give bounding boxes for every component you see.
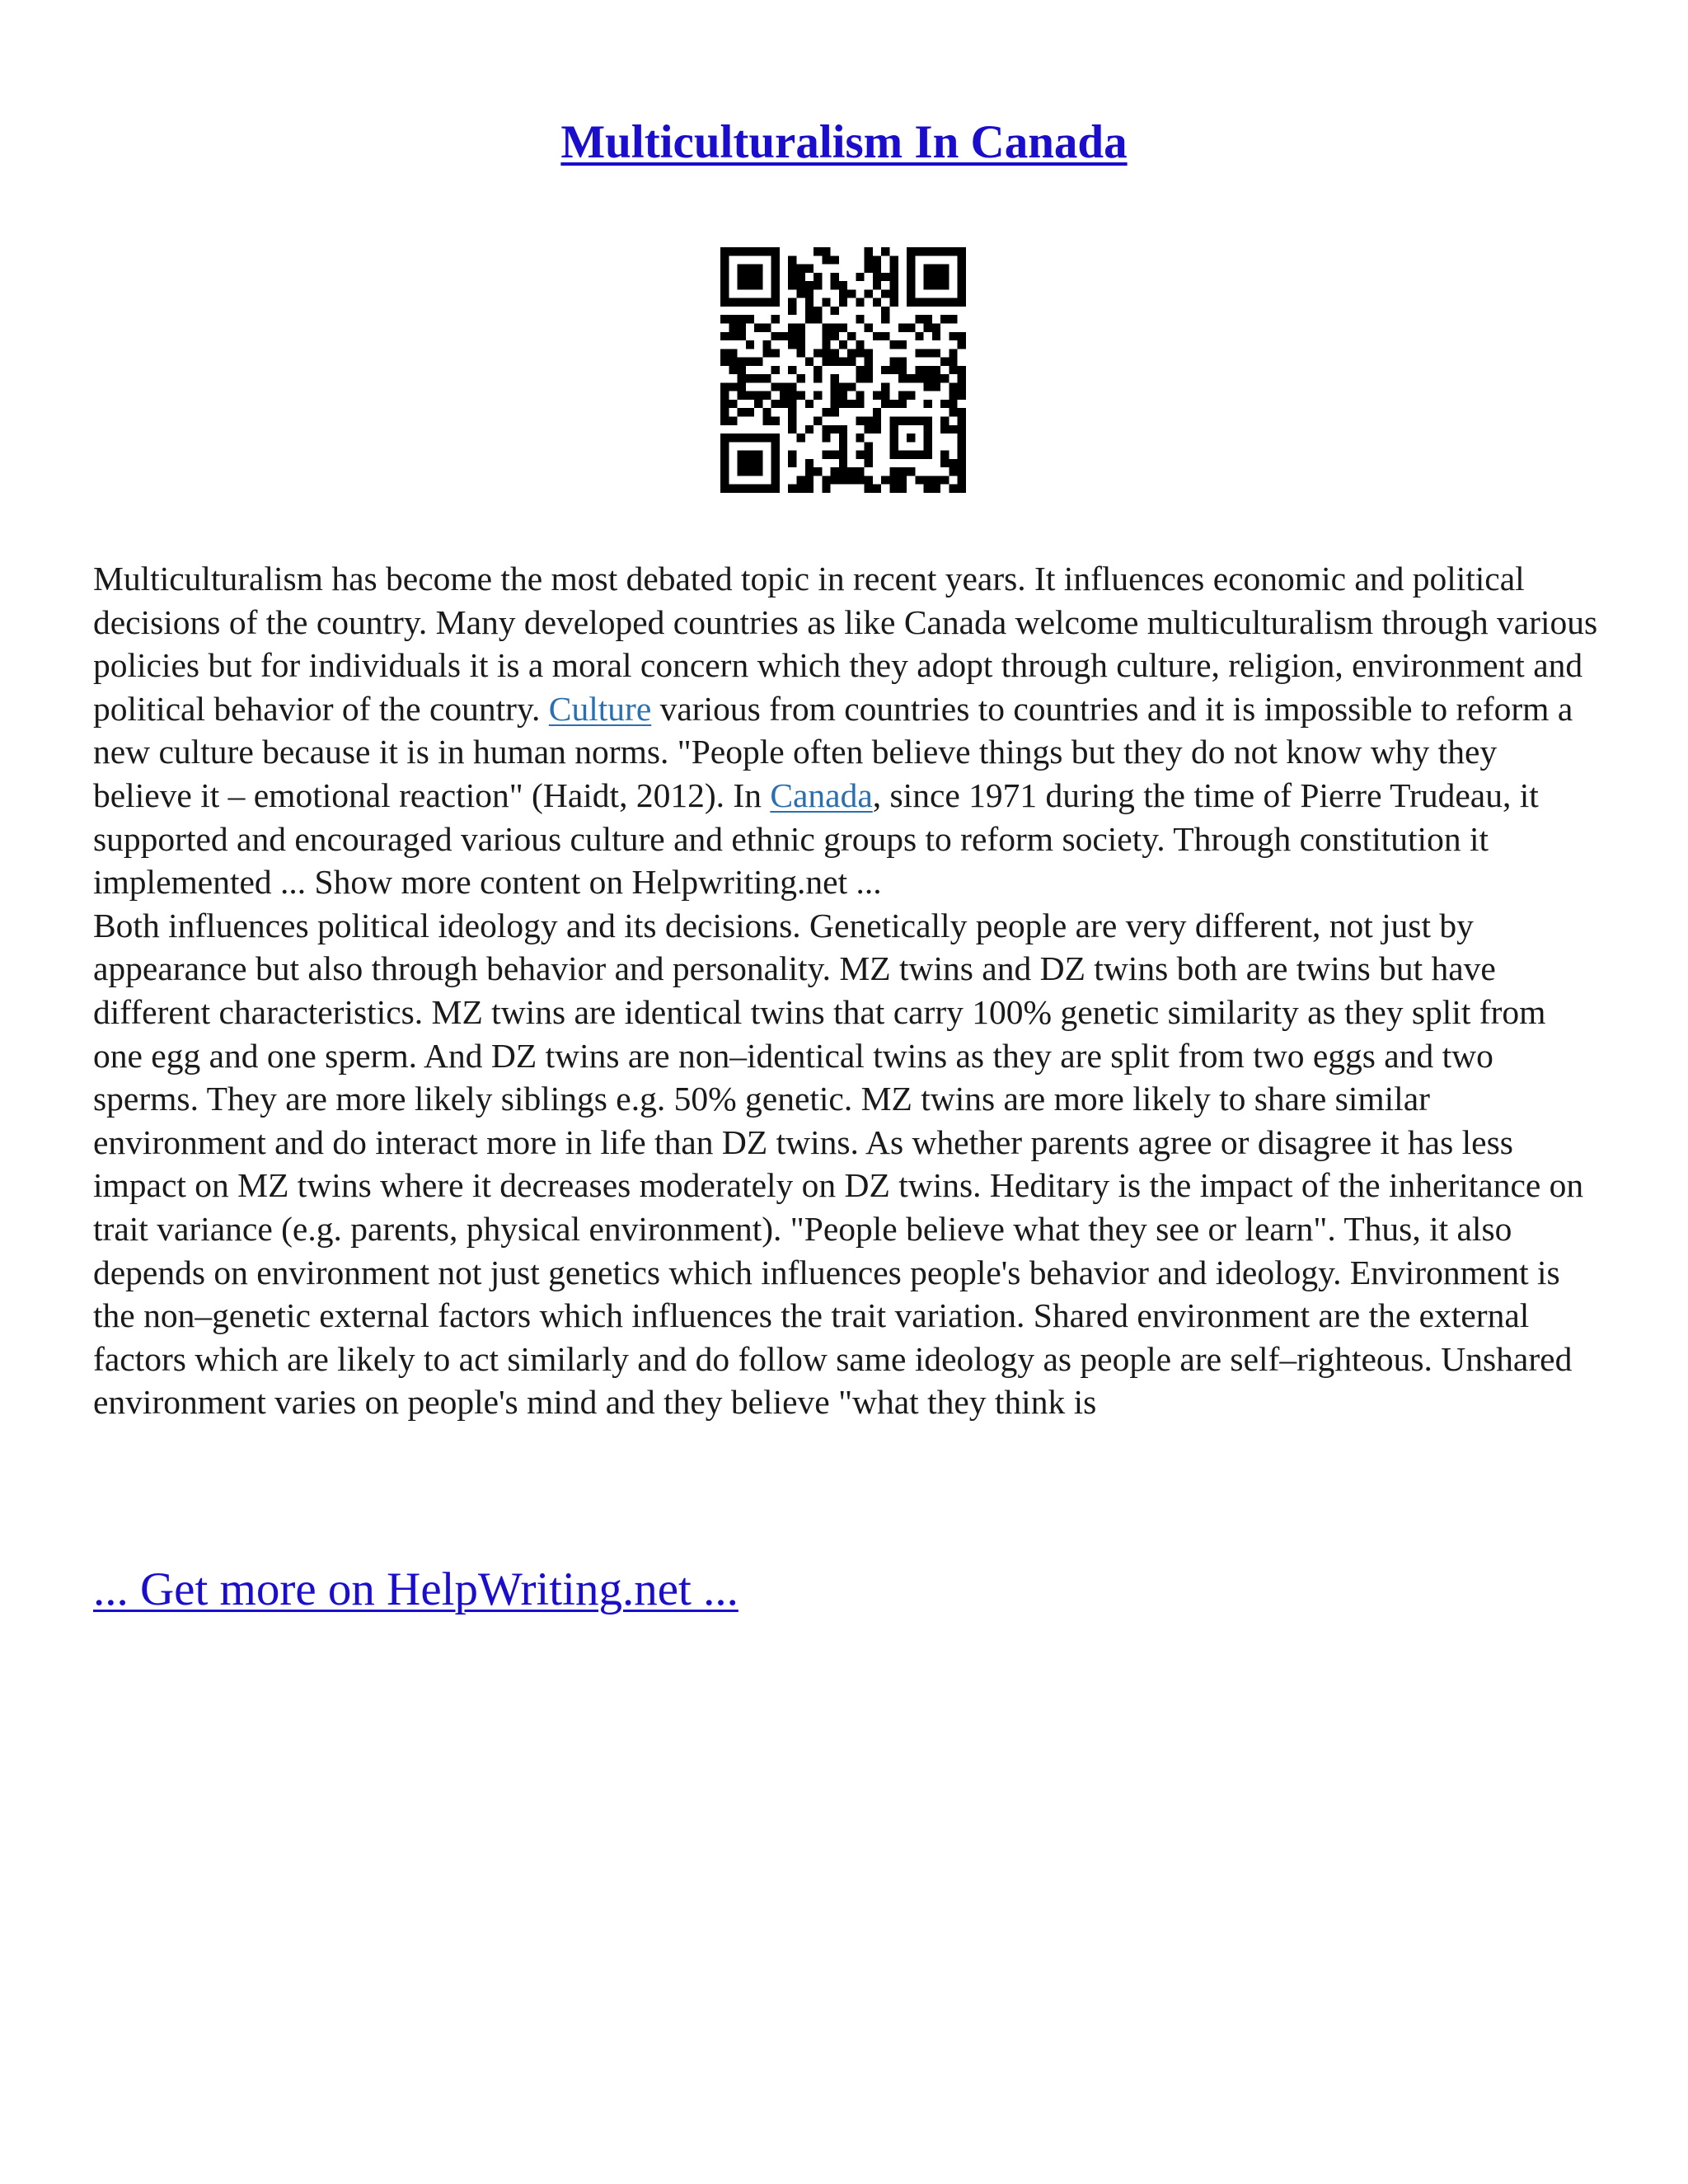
page-title	[0, 114, 1688, 171]
paragraph-1	[93, 557, 1601, 904]
canada-link[interactable]: Canada	[770, 776, 873, 814]
paragraph-1-text-a: Multiculturalism has become the most debated topic in recent years. It influences economic and political decisions of the country. Many developed countries as like Canada welcome multiculturalism through various policies but for individuals it is a moral concern which they adopt through culture, religion, environment and political behavior of the country.	[93, 560, 1598, 728]
paragraph-1-text-c: , since 1971 during the time of Pierre Trudeau, it supported and encouraged various culture and ethnic groups to reform society. Through constitution it implemented ... Show more content on Helpwriting.net ...	[93, 776, 1539, 902]
article-body	[93, 557, 1601, 1424]
title-link[interactable]: Multiculturalism In Canada	[560, 116, 1128, 168]
get-more-link[interactable]: ... Get more on HelpWriting.net ...	[93, 1563, 738, 1615]
paragraph-1-text-b: various from countries to countries and it is impossible to reform a new culture because it is in human norms. "People often believe things but they do not know why they believe it – emotional reaction" (Haidt, 2012). In	[93, 689, 1573, 814]
qr-code-icon	[720, 247, 966, 493]
paragraph-2: Both influences political ideology and its decisions. Genetically people are very different, not just by appearance but also through behavior and personality. MZ twins and DZ twins both are twins but have different characteristics. MZ twins are identical twins that carry 100% genetic similarity as they split from one egg and one sperm. And DZ twins are non–identical twins as they are split from two eggs and two sperms. They are more likely siblings e.g. 50% genetic. MZ twins are more likely to share similar environment and do interact more in life than DZ twins. As whether parents agree or disagree it has less impact on MZ twins where it decreases moderately on DZ twins. Heditary is the impact of the inheritance on trait variance (e.g. parents, physical environment). "People believe what they see or learn". Thus, it also depends on environment not just genetics which influences people's behavior and ideology. Environment is the non–genetic external factors which influences the trait variation. Shared environment are the external factors which are likely to act similarly and do follow same ideology as people are self–righteous. Unshared environment varies on people's mind and they believe "what they think is	[93, 906, 1584, 1422]
get-more-line	[93, 1561, 738, 1619]
culture-link[interactable]: Culture	[548, 689, 652, 728]
